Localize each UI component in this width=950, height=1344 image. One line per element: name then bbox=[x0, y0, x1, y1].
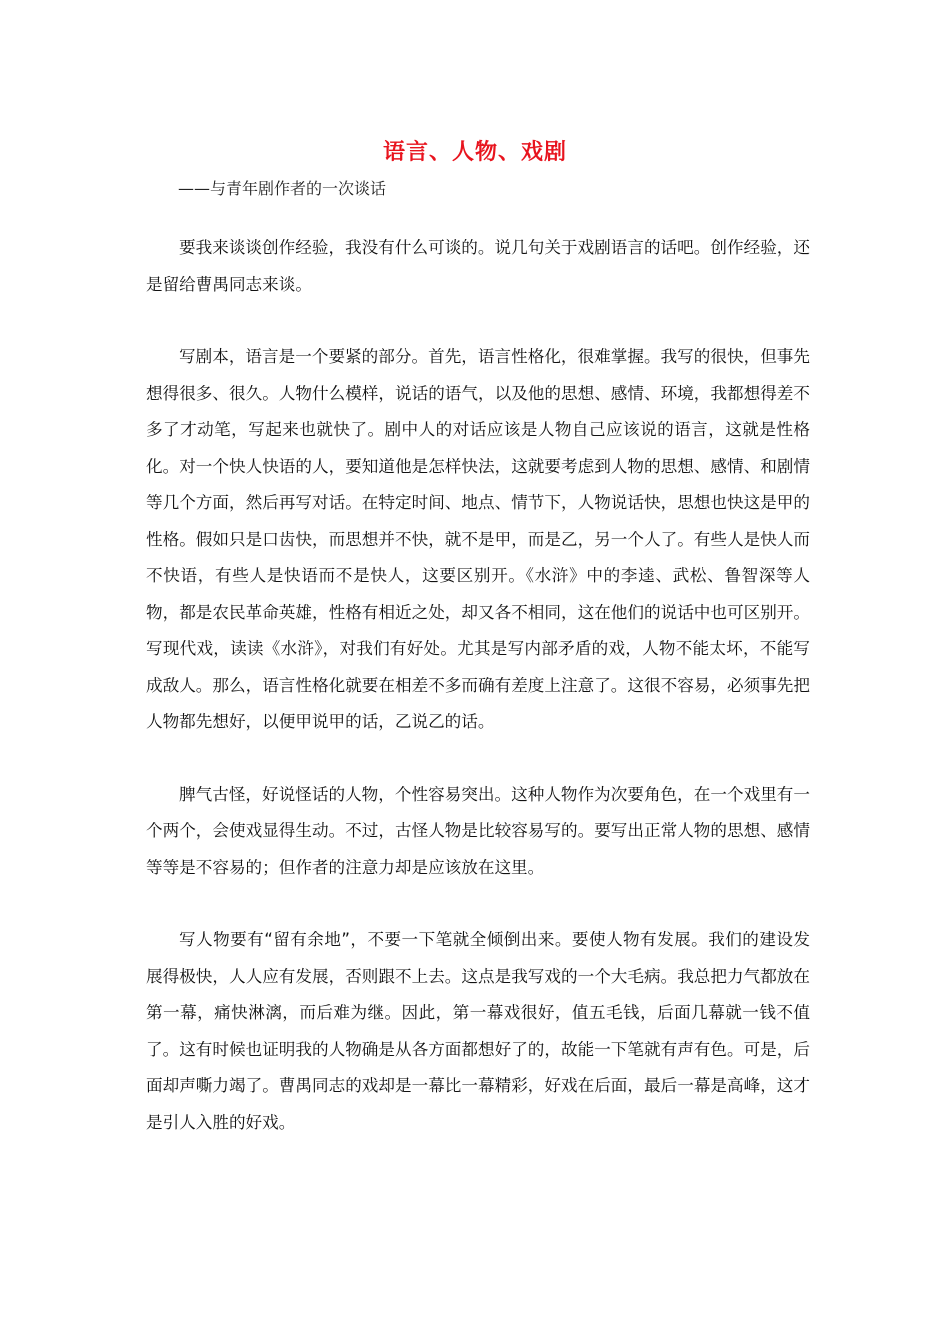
paragraph-1: 要我来谈谈创作经验，我没有什么可谈的。说几句关于戏剧语言的话吧。创作经验，还是留给曹禺同志来谈。 bbox=[146, 238, 810, 294]
document-body bbox=[146, 230, 810, 1177]
paragraph-2: 写剧本，语言是一个要紧的部分。首先，语言性格化，很难掌握。我写的很快，但事先想得很多、很久。人物什么模样，说话的语气，以及他的思想、感情、环境，我都想得差不多了才动笔，写起来也就快了。剧中人的对话应该是人物自己应该说的语言，这就是性格化。对一个快人快语的人，要知道他是怎样快法，这就要考虑到人物的思想、感情、和剧情等几个方面，然后再写对话。在特定时间、地点、情节下，人物说话快，思想也快这是甲的性格。假如只是口齿快，而思想并不快，就不是甲，而是乙，另一个人了。有些人是快人而不快语，有些人是快语而不是快人，这要区别开。《水浒》中的李逵、武松、鲁智深等人物，都是农民革命英雄，性格有相近之处，却又各不相同，这在他们的说话中也可区别开。写现代戏，读读《水浒》，对我们有好处。尤其是写内部矛盾的戏，人物不能太坏，不能写成敌人。那么，语言性格化就要在相差不多而确有差度上注意了。这很不容易，必须事先把人物都先想好，以便甲说甲的话，乙说乙的话。 bbox=[146, 347, 810, 731]
document-subtitle: ——与青年剧作者的一次谈话 bbox=[178, 179, 387, 198]
document-title: 语言、人物、戏剧 bbox=[382, 138, 567, 165]
paragraph-3: 脾气古怪，好说怪话的人物，个性容易突出。这种人物作为次要角色，在一个戏里有一个两个，会使戏显得生动。不过，古怪人物是比较容易写的。要写出正常人物的思想、感情等等是不容易的；但作者的注意力却是应该放在这里。 bbox=[146, 784, 810, 877]
paragraph-4: 写人物要有“留有余地”，不要一下笔就全倾倒出来。要使人物有发展。我们的建设发展得极快，人人应有发展，否则跟不上去。这点是我写戏的一个大毛病。我总把力气都放在第一幕，痛快淋漓，而后难为继。因此，第一幕戏很好，值五毛钱，后面几幕就一钱不值了。这有时候也证明我的人物确是从各方面都想好了的，故能一下笔就有声有色。可是，后面却声嘶力竭了。曹禺同志的戏却是一幕比一幕精彩，好戏在后面，最后一幕是高峰，这才是引人入胜的好戏。 bbox=[146, 930, 810, 1132]
